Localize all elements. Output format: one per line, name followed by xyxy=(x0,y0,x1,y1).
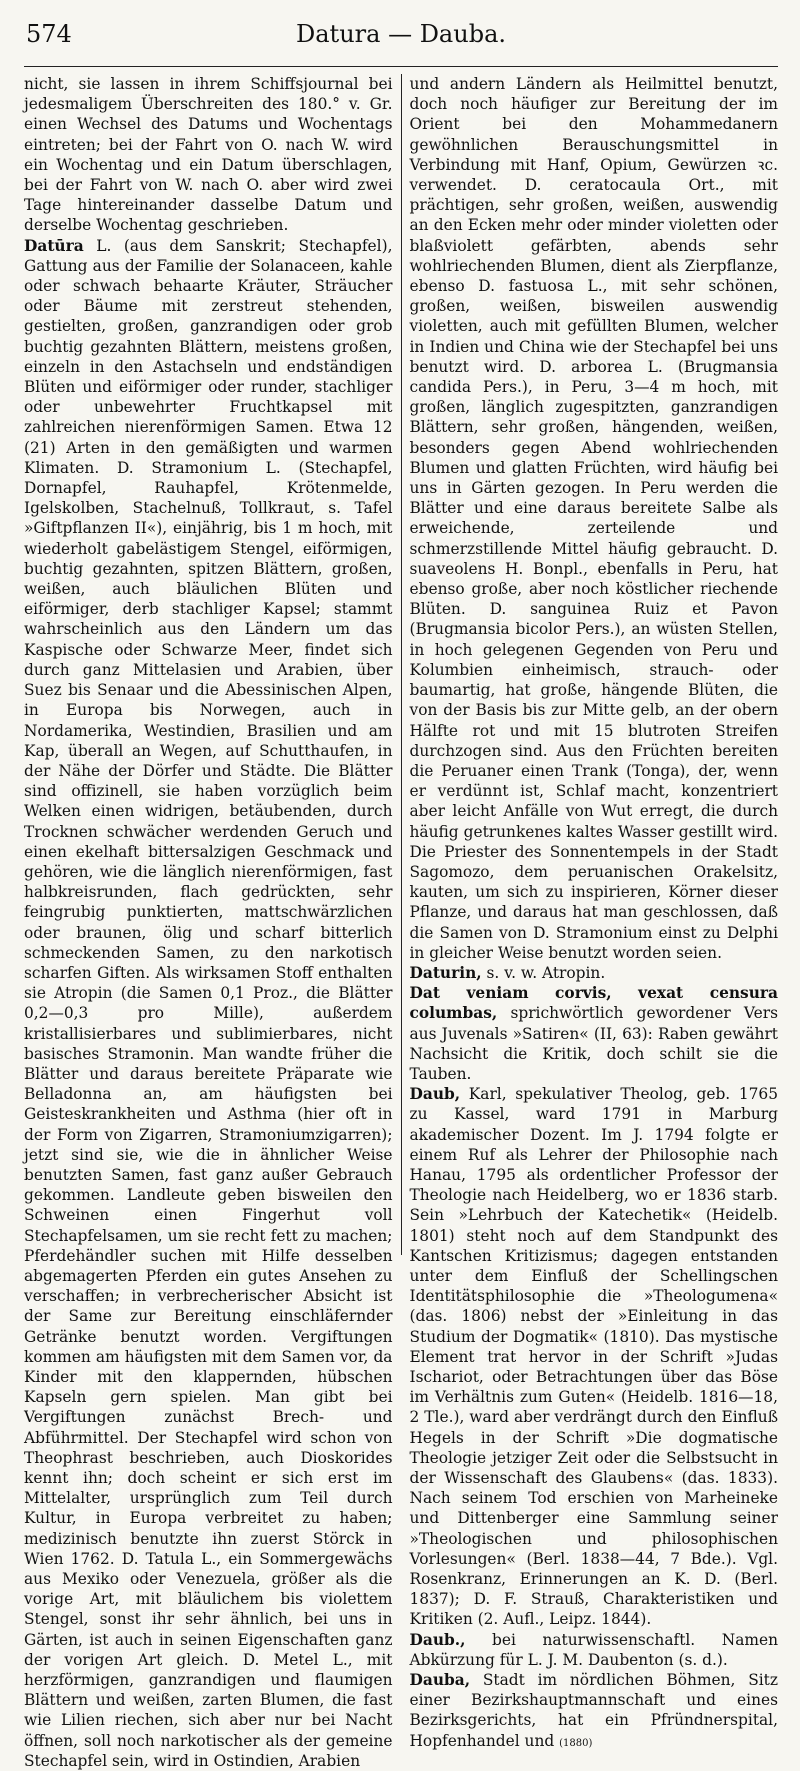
entry-text: sprichwörtlich gewordener Vers aus Juvenals »Satiren« (II, 63): Raben gewährt Nachsicht die Kritik, doch schilt sie die Tauben. xyxy=(409,1004,778,1083)
entry-daturin xyxy=(410,963,779,983)
entry-text: und andern Ländern als Heilmittel benutzt, doch noch häufiger zur Bereitung der im Orient bei den Mohammedanern gewöhnlichen Berauschungsmittel in Verbindung mit Hanf, Opium, Gewürzen ꝛc. verwendet. D. ceratocaula Ort., mit prächtigen, sehr großen, weißen, auswendig an den Ecken mehr oder minder violetten oder blaßviolett gefärbten, abends sehr wohlriechenden Blumen, dient als Zierpflanze, ebenso D. fastuosa L., mit sehr schönen, großen, weißen, bisweilen auswendig violetten, auch mit gefüllten Blumen, welcher in Indien und China wie der Stechapfel bei uns benutzt wird. D. arborea L. (Brugmansia candida Pers.), in Peru, 3—4 m hoch, mit großen, länglich zugespitzten, ganzrandigen Blättern, sehr großen, hängenden, weißen, besonders gegen Abend wohlriechenden Blumen und glatten Früchten, wird häufig bei uns in Gärten gezogen. In Peru werden die Blätter und eine daraus bereitete Salbe als erweichende, zerteilende und schmerzstillende Mittel häufig gebraucht. D. suaveolens H. Bonpl., ebenfalls in Peru, hat ebenso große, aber noch köstlicher riechende Blüten. D. sanguinea Ruiz et Pavon (Brugmansia bicolor Pers.), an wüsten Stellen, in hoch gelegenen Gegenden von Peru und Kolumbien einheimisch, strauch- oder baumartig, hat große, hängende Blüten, die von der Basis bis zur Mitte gelb, an der obern Hälfte rot und mit 15 blutroten Streifen durchzogen sind. Aus den Früchten bereiten die Peruaner einen Trank (Tonga), der, wenn er verdünnt ist, Schlaf macht, konzentriert aber leicht Anfälle von Wut erregt, die durch häufig getrunkenes kaltes Wasser gestillt wird. Die Priester des Sonnentempels in der Stadt Sagomozo, dem peruanischen Orakelsitz, kauten, um sich zu inspirieren, Körner dieser Pflanze, und daraus hat man geschlossen, daß die Samen von D. Stramonium einst zu Delphi in gleicher Weise benutzt worden seien. xyxy=(409,75,778,962)
entry-lemma: Daub., xyxy=(409,1630,466,1649)
right-column xyxy=(402,74,779,1750)
entry-lemma: Dat veniam corvis, vexat censura columbas, xyxy=(409,984,778,1023)
entry-dauba xyxy=(410,1670,779,1754)
page-header xyxy=(24,0,778,60)
page-number: 574 xyxy=(26,20,72,48)
header-rule xyxy=(24,66,778,67)
signature-mark: (1880) xyxy=(559,1737,593,1749)
entry-lemma: Dauba, xyxy=(409,1671,471,1690)
left-column xyxy=(24,74,401,1770)
entry-datura xyxy=(24,236,393,1771)
entry-text: Karl, spekulativer Theolog, geb. 1765 zu Kassel, ward 1791 in Marburg akademischer Dozent. Im J. 1794 folgte er einem Ruf als Lehrer der Philosophie nach Hanau, 1795 als ordentlicher Professor der Theologie nach Heidelberg, wo er 1836 starb. Sein »Lehrbuch der Katechetik« (Heidelb. 1801) steht noch auf dem Standpunkt des Kantschen Kritizismus; dagegen entstanden unter dem Einfluß der Schellingschen Identitätsphilosophie die »Theologumena« (das. 1806) nebst der »Einleitung in das Studium der Dogmatik« (1810). Das mystische Element trat hervor in der Schrift »Judas Ischariot, oder Betrachtungen über das Böse im Verhältnis zum Guten« (Heidelb. 1816—18, 2 Tle.), ward aber verdrängt durch den Einfluß Hegels in der Schrift »Die dogmatische Theologie jetziger Zeit oder die Selbstsucht in der Wissenschaft des Glaubens« (das. 1833). Nach seinem Tod erschien von Marheineke und Dittenberger eine Sammlung seiner »Theologischen und philosophischen Vorlesungen« (Berl. 1838—44, 7 Bde.). Vgl. Rosenkranz, Erinnerungen an K. D. (Berl. 1837); D. F. Strauß, Charakteristiken und Kritiken (2. Aufl., Leipz. 1844). xyxy=(409,1085,778,1629)
entry-lemma: Daturin, xyxy=(409,963,482,982)
entry-lemma: Daub, xyxy=(409,1085,461,1104)
entry-text: L. (aus dem Sanskrit; Stechapfel), Gattung aus der Familie der Solanaceen, kahle oder schwach behaarte Kräuter, Sträucher oder Bäume mit zerstreut stehenden, gestielten, großen, ganzrandigen oder grob buchtig gezahnten Blättern, meistens großen, einzeln in den Astachseln und endständigen Blüten und eiförmiger oder runder, stachliger oder unbewehrter Fruchtkapsel mit zahlreichen nierenförmigen Samen. Etwa 12 (21) Arten in den gemäßigten und warmen Klimaten. D. Stramonium L. (Stechapfel, Dornapfel, Rauhapfel, Krötenmelde, Igelskolben, Stachelnuß, Tollkraut, s. Tafel »Giftpflanzen II«), einjährig, bis 1 m hoch, mit wiederholt gabelästigem Stengel, eiförmigen, buchtig gezahnten, spitzen Blättern, großen, weißen, auch bläulichen Blüten und eiförmiger, derb stachliger Kapsel; stammt wahrscheinlich aus den Ländern um das Kaspische oder Schwarze Meer, findet sich durch ganz Mittelasien und Arabien, über Suez bis Senaar und die Abessinischen Alpen, in Europa bis Norwegen, auch in Nordamerika, Westindien, Brasilien und am Kap, überall an Wegen, auf Schutthaufen, in der Nähe der Dörfer und Städte. Die Blätter sind offizinell, sie haben vorzüglich beim Welken einen widrigen, betäubenden, durch Trocknen schwächer werdenden Geruch und einen ekelhaft bittersalzigen Geschmack und gehören, wie die länglich nierenförmigen, fast halbkreisrunden, flach gedrückten, sehr feingrubig punktierten, mattschwärzlichen oder braunen, ölig und scharf bitterlich schmeckenden Samen, zu den narkotisch scharfen Giften. Als wirksamen Stoff enthalten sie Atropin (die Samen 0,1 Proz., die Blätter 0,2—0,3 pro Mille), außerdem kristallisierbares und sublimierbares, nicht basisches Stramonin. Man wandte früher die Blätter und daraus bereitete Präparate wie Belladonna an, am häufigsten bei Geisteskrankheiten und Asthma (hier oft in der Form von Zigarren, Stramoniumzigarren); jetzt sind sie, wie die in ähnlicher Weise benutzten Samen, fast ganz außer Gebrauch gekommen. Landleute geben bisweilen den Schweinen einen Fingerhut voll Stechapfelsamen, um sie recht fett zu machen; Pferdehändler suchen mit Hilfe desselben abgemagerten Pferden ein gutes Ansehen zu verschaffen; in verbrecherischer Absicht ist der Same zur Bereitung einschläfernder Getränke benutzt worden. Vergiftungen kommen am häufigsten mit dem Samen vor, da Kinder mit den klappernden, hübschen Kapseln gern spielen. Man gibt bei Vergiftungen zunächst Brech- und Abführmittel. Der Stechapfel wird schon von Theophrast beschrieben, auch Dioskorides kennt ihn; doch scheint er sich erst im Mittelalter, ursprünglich zum Teil durch Kultur, in Europa verbreitet zu haben; medizinisch benutzte ihn zuerst Störck in Wien 1762. D. Tatula L., ein Sommergewächs aus Mexiko oder Venezuela, größer als die vorige Art, mit bläulichem bis violettem Stengel, sonst ihr sehr ähnlich, bei uns in Gärten, ist auch in seinen Eigenschaften ganz der vorigen Art gleich. D. Metel L., mit herzförmigen, ganzrandigen und flaumigen Blättern und weißen, zarten Blumen, die fast wie Lilien riechen, sich aber nur bei Nacht öffnen, soll noch narkotischer als der gemeine Stechapfel sein, wird in Ostindien, Arabien xyxy=(24,236,393,1770)
text-columns xyxy=(24,74,778,1770)
entry-text: bei naturwissenschaftl. Namen Abkürzung für L. J. M. Daubenton (s. d.). xyxy=(409,1630,778,1669)
entry-continuation xyxy=(24,74,393,236)
entry-continuation xyxy=(410,74,779,963)
entry-dat-veniam xyxy=(410,983,779,1084)
entry-daub-abbrev xyxy=(410,1630,779,1670)
entry-text: nicht, sie lassen in ihrem Schiffsjournal bei jedesmaligem Überschreiten des 180.° v. Gr. einen Wechsel des Datums und Wochentags eintreten; bei der Fahrt von O. nach W. wird ein Wochentag und ein Datum überschlagen, bei der Fahrt von W. nach O. aber wird zwei Tage hintereinander dasselbe Datum und derselbe Wochentag geschrieben. xyxy=(24,75,393,235)
entry-lemma: Datūra xyxy=(24,236,84,255)
entry-daub-karl xyxy=(410,1084,779,1629)
entry-text: Stadt im nördlichen Böhmen, Sitz einer Bezirkshauptmannschaft und eines Bezirksgerichts, hat ein Pfründnerspital, Hopfenhandel und xyxy=(409,1671,778,1750)
running-title: Datura — Dauba. xyxy=(296,20,506,48)
entry-text: s. v. w. Atropin. xyxy=(486,963,606,982)
